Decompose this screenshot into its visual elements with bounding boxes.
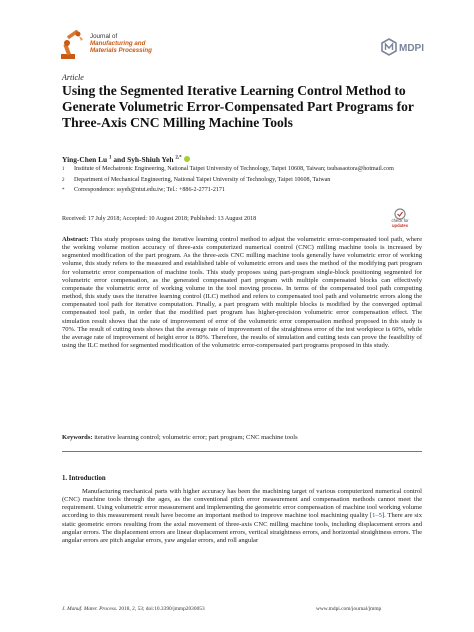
publication-dates: Received: 17 July 2018; Accepted: 10 August 2018; Published: 13 August 2018: [62, 216, 257, 222]
affiliation-mark: 2: [62, 177, 65, 183]
paragraph-text: Manufacturing mechanical parts with higher accuracy has been the machining target of various computerized numerical control (CNC) machine tools through the ages, as the conventional pitch error measurement and compensation methods cannot meet the requirement. Using volumetric error measurement and implementing the geometric error compensation of machine tool working volume according to this measurement result have become an important method to improve machine tool machining quality [: [62, 488, 422, 520]
publisher-name: MDPI: [399, 43, 424, 54]
affiliation-item: [62, 187, 422, 198]
abstract-label: Abstract:: [62, 236, 89, 243]
author-name[interactable]: Ying-Chen Lu: [62, 155, 108, 164]
introduction-paragraph: [62, 488, 422, 545]
article-title: Using the Segmented Iterative Learning Control Method to Generate Volumetric Error-Compensated Part Programs for Three-Axis CNC Milling Machine Tools: [62, 83, 414, 131]
journal-name-line3: Materials Processing: [90, 47, 152, 55]
orcid-icon[interactable]: [184, 156, 190, 162]
mdpi-logo: [380, 38, 424, 56]
journal-abbrev: J. Manuf. Mater. Process.: [62, 606, 118, 612]
keywords-text: iterative learning control; volumetric error; part program; CNC machine tools: [94, 434, 298, 441]
keywords: [62, 434, 422, 442]
journal-url[interactable]: www.mdpi.com/journal/jmmp: [316, 606, 382, 612]
footer-citation: [62, 606, 205, 612]
author-affiliation-mark: 2,*: [175, 155, 182, 161]
author-affiliation-mark: 1: [108, 155, 112, 161]
citation-details: 2018, 2, 53; doi:10.3390/jmmp2030053: [118, 606, 205, 612]
affiliation-item: [62, 177, 422, 188]
section-heading: 1. Introduction: [62, 475, 106, 482]
keywords-label: Keywords:: [62, 434, 93, 441]
correspondence-text[interactable]: Correspondence: ssyeh@ntut.edu.tw; Tel.: +886-2-2771-2171: [74, 187, 226, 194]
journal-name-line1: Journal of: [90, 33, 118, 40]
abstract-text: This study proposes using the iterative learning control method to adjust the volumetric error-compensated tool path, where the working volume motion accuracy of three-axis computerized numerical control (CNC) milling machine tools is increased by segmented modification of the part program. As the three-axis CNC milling machine tools generally have volumetric error of working volume, this study refers to the measured and established table of volumetric errors and uses the method of the modifying part program for volumetric error compensation of machine tools. This study proposes using part-program single-block positioning segmented for volumetric error compensation, as the generated compensated part program with multiple compensated blocks can effectively compensate the volumetric error of working volume in the tool moving process. In terms of the compensated tool path computing method, this study uses the iterative learning control (ILC) method and refers to compensated tool path and volumetric errors along the compensated tool path for iterative computation. Finally, a part program with multiple blocks is modified by the converged optimal compensated tool path, in order that the modified part program has higher-precision volumetric error compensation effect. The simulation result shows that the rate of improvement of error of the volumetric error compensation method proposed in this study is 70%. The result of cutting tests shows that the average rate of improvement of the straightness error of the test workpiece is 60%, while the average rate of improvement of height error is 80%. Therefore, the results of simulation and cutting tests can prove the feasibility of using the ILC method for segmented modification of the volumetric error-compensated part programs proposed in this study.: [62, 236, 422, 350]
paragraph-text: ]. There are six static geometric errors resulting from the axial movement of three-axis CNC milling machine tools, including displacement errors and angular errors. The displacement errors are linear displacement errors, vertical straightness errors, and horizontal straightness errors. The angular errors are pitch angular errors, yaw angular errors, and roll angular: [62, 512, 422, 544]
updates-label-line2: updates: [391, 223, 409, 228]
affiliation-text: Department of Mechanical Engineering, National Taipei University of Technology, Taipei 10608, Taiwan: [74, 176, 331, 183]
author-separator: and: [113, 155, 126, 164]
citation-link[interactable]: 1–5: [372, 512, 382, 520]
section-divider: [62, 451, 422, 452]
check-for-updates-label[interactable]: [386, 208, 414, 228]
robot-arm-icon: [60, 30, 86, 60]
author-list: [62, 155, 190, 164]
journal-name-line2: Manufacturing and: [90, 40, 146, 48]
article-type: Article: [62, 73, 84, 82]
affiliation-item: [62, 166, 422, 177]
affiliation-mark: *: [62, 188, 65, 194]
journal-name: [90, 33, 152, 55]
abstract: [62, 236, 422, 350]
updates-label-line1: check for: [391, 218, 409, 223]
author-name[interactable]: Syh-Shiuh Yeh: [127, 155, 174, 164]
affiliation-text: Institute of Mechatronic Engineering, National Taipei University of Technology, Taipei 10608, Taiwan; tsubasaotora@hotmail.com: [74, 166, 394, 172]
affiliations: [62, 166, 422, 198]
affiliation-mark: 1: [62, 167, 65, 172]
